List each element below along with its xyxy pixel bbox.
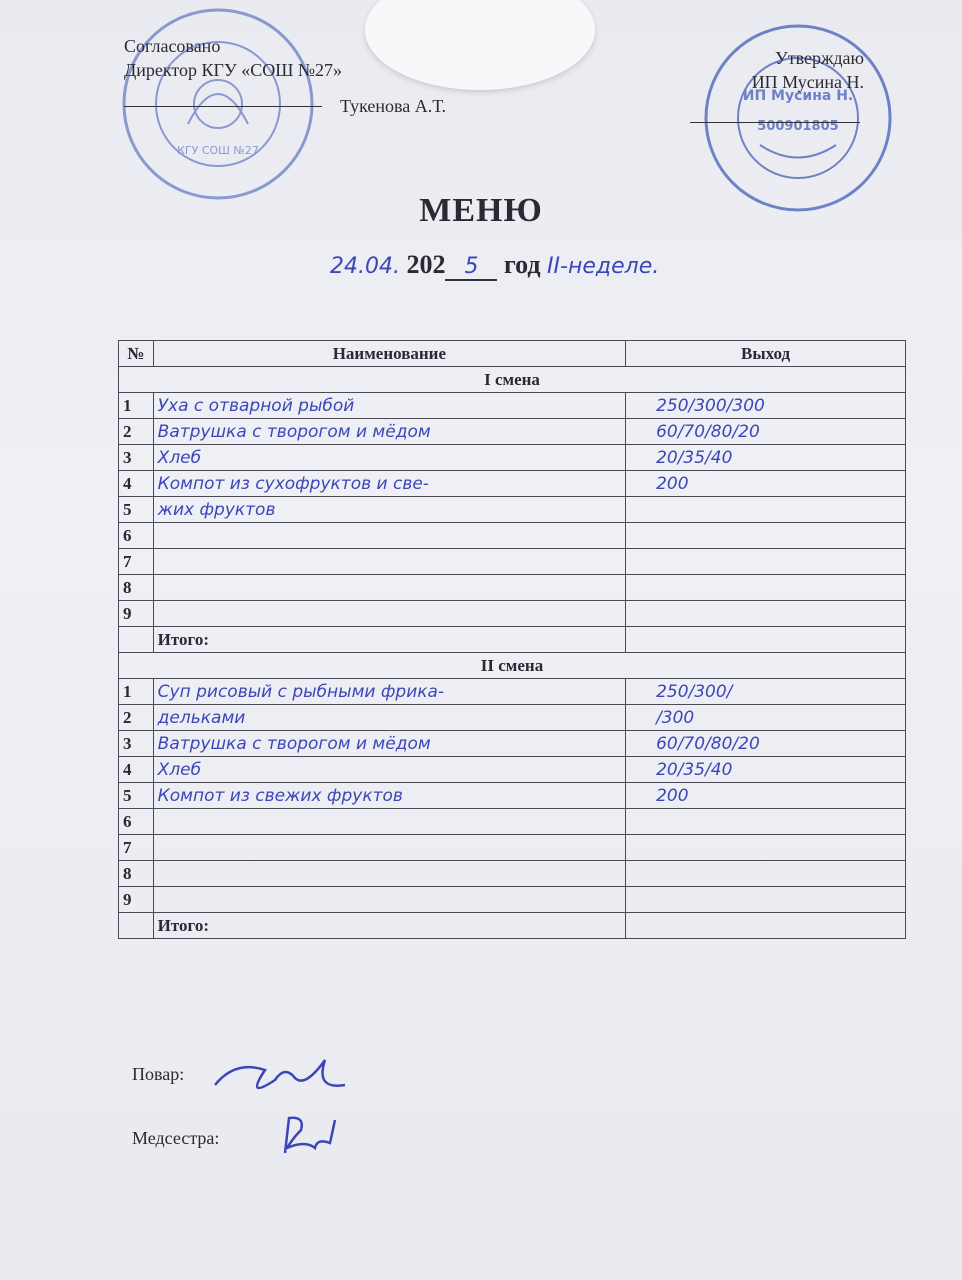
menu-table-shift-1 [118, 340, 906, 939]
director-name: Тукенова А.Т. [340, 96, 446, 116]
signature-line [124, 106, 322, 107]
entrepreneur-name: ИП Мусина Н. [751, 72, 864, 92]
portion-output [626, 497, 906, 523]
table-row [119, 471, 906, 497]
portion-output: 20/35/40 [626, 757, 906, 783]
dish-name [153, 549, 625, 575]
dish-name [153, 809, 625, 835]
table-row [119, 783, 906, 809]
dish-name: Уха с отварной рыбой [153, 393, 625, 419]
shift-row [119, 367, 906, 393]
table-row [119, 679, 906, 705]
col-name-header: Наименование [153, 341, 625, 367]
stamp-right-name: ИП Мусина Н. [742, 88, 854, 104]
shift-title: II смена [119, 653, 906, 679]
table-row [119, 731, 906, 757]
portion-output [626, 861, 906, 887]
page-title: МЕНЮ [419, 192, 543, 229]
table-row [119, 497, 906, 523]
table-row [119, 861, 906, 887]
table-row [119, 809, 906, 835]
portion-output [626, 835, 906, 861]
dish-name [153, 861, 625, 887]
portion-output [626, 601, 906, 627]
portion-output [626, 575, 906, 601]
cook-signature [205, 1030, 355, 1110]
row-number: 7 [119, 835, 154, 861]
row-number: 8 [119, 575, 154, 601]
portion-output: 60/70/80/20 [626, 419, 906, 445]
nurse-signature [275, 1108, 355, 1168]
date-day: 24.04. [330, 254, 400, 279]
confirm-label: Утверждаю [774, 48, 864, 68]
portion-output: 200 [626, 783, 906, 809]
row-number: 5 [119, 497, 154, 523]
table-row [119, 419, 906, 445]
year-prefix: 202 [406, 250, 446, 279]
dish-name [153, 575, 625, 601]
week-label: II-неделе. [547, 254, 660, 279]
dish-name [153, 835, 625, 861]
row-number: 6 [119, 809, 154, 835]
row-number: 7 [119, 549, 154, 575]
table-row [119, 757, 906, 783]
table-row [119, 601, 906, 627]
year-digit: 5 [445, 254, 497, 281]
row-number: 4 [119, 471, 154, 497]
col-output-header: Выход [626, 341, 906, 367]
director-title: Директор КГУ «СОШ №27» [124, 60, 343, 80]
table-row [119, 393, 906, 419]
dish-name: жих фруктов [153, 497, 625, 523]
table-header [119, 341, 906, 367]
dish-name: дельками [153, 705, 625, 731]
total-label: Итого: [153, 627, 625, 653]
portion-output: /300 [626, 705, 906, 731]
confirm-block [700, 46, 864, 94]
portion-output: 200 [626, 471, 906, 497]
portion-output: 250/300/ [626, 679, 906, 705]
row-number: 2 [119, 419, 154, 445]
dish-name: Компот из свежих фруктов [153, 783, 625, 809]
stamp-right-number: 500901805 [757, 119, 839, 134]
dish-name: Хлеб [153, 757, 625, 783]
table-row [119, 705, 906, 731]
row-number: 9 [119, 601, 154, 627]
row-number: 3 [119, 445, 154, 471]
row-number: 1 [119, 393, 154, 419]
approved-label: Согласовано [124, 36, 221, 56]
stamp-left-text: КГУ СОШ №27 [177, 144, 259, 157]
table-row [119, 549, 906, 575]
col-number-header: № [119, 341, 154, 367]
portion-output: 250/300/300 [626, 393, 906, 419]
dish-name: Компот из сухофруктов и све- [153, 471, 625, 497]
total-row [119, 913, 906, 939]
signature-line [690, 122, 860, 123]
nurse-label: Медсестра: [132, 1128, 220, 1148]
total-label: Итого: [153, 913, 625, 939]
table-row [119, 523, 906, 549]
row-number: 5 [119, 783, 154, 809]
dish-name: Суп рисовый с рыбными фрика- [153, 679, 625, 705]
row-number: 9 [119, 887, 154, 913]
dish-name: Хлеб [153, 445, 625, 471]
portion-output: 20/35/40 [626, 445, 906, 471]
dish-name [153, 887, 625, 913]
row-number: 6 [119, 523, 154, 549]
dish-name: Ватрушка с творогом и мёдом [153, 731, 625, 757]
portion-output: 60/70/80/20 [626, 731, 906, 757]
table-row [119, 887, 906, 913]
table-row [119, 445, 906, 471]
dish-name [153, 523, 625, 549]
row-number: 3 [119, 731, 154, 757]
table-row [119, 835, 906, 861]
shift-title: I смена [119, 367, 906, 393]
row-number: 2 [119, 705, 154, 731]
dish-name [153, 601, 625, 627]
year-word: год [503, 250, 541, 279]
cook-label: Повар: [132, 1064, 185, 1084]
total-row [119, 627, 906, 653]
date-line [330, 250, 659, 281]
dish-name: Ватрушка с творогом и мёдом [153, 419, 625, 445]
approval-block [124, 34, 446, 116]
portion-output [626, 887, 906, 913]
portion-output [626, 809, 906, 835]
portion-output [626, 523, 906, 549]
table-row [119, 575, 906, 601]
row-number: 1 [119, 679, 154, 705]
shift-row [119, 653, 906, 679]
portion-output [626, 549, 906, 575]
row-number: 4 [119, 757, 154, 783]
row-number: 8 [119, 861, 154, 887]
